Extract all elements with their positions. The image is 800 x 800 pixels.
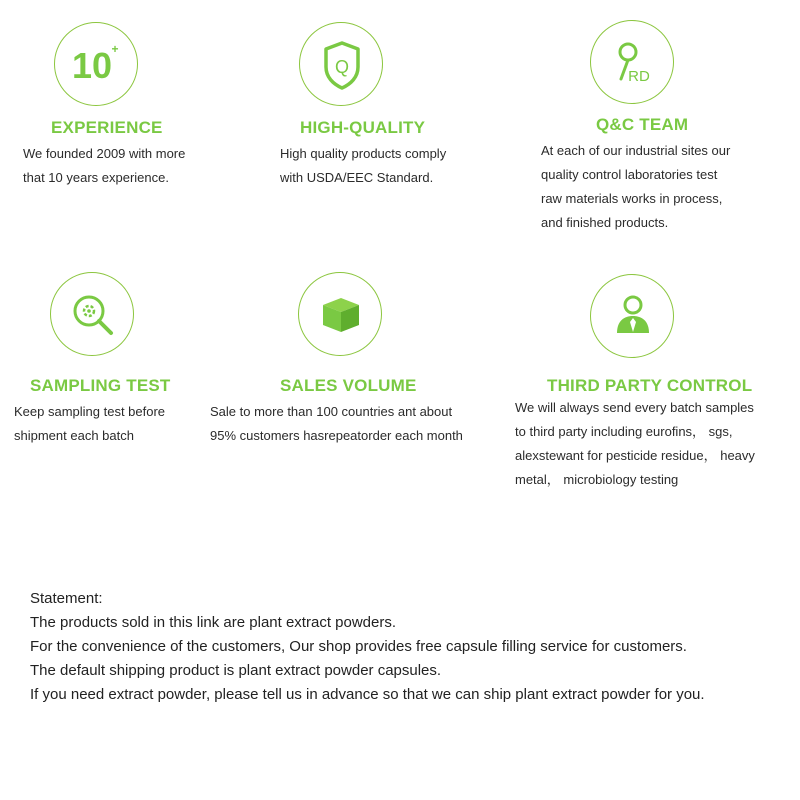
description-line: High quality products comply bbox=[280, 146, 447, 161]
statement-line: If you need extract powder, please tell us in advance so that we can ship plant extract powder for you. bbox=[30, 686, 705, 703]
svg-text:10: 10 bbox=[71, 45, 113, 86]
feature-description bbox=[14, 400, 165, 448]
description-line: Keep sampling test before bbox=[14, 404, 166, 419]
svg-text:+: + bbox=[111, 42, 119, 56]
description-line: Sale to more than 100 countries ant about bbox=[210, 404, 453, 419]
description-line: We will always send every batch samples bbox=[515, 400, 754, 415]
description-line: to third party including eurofins， sgs, bbox=[515, 424, 733, 439]
feature-title: THIRD PARTY CONTROL bbox=[547, 376, 753, 395]
description-line: that 10 years experience. bbox=[23, 170, 169, 185]
feature-description bbox=[541, 139, 730, 235]
description-line: with USDA/EEC Standard. bbox=[280, 170, 434, 185]
description-line: alexstewant for pesticide residue， heavy bbox=[515, 448, 755, 463]
statement-line: The default shipping product is plant extract powder capsules. bbox=[30, 662, 442, 679]
statement-line: For the convenience of the customers, Our shop provides free capsule filling service for customers. bbox=[30, 638, 687, 655]
statement-heading: Statement: bbox=[30, 590, 103, 607]
description-line: and finished products. bbox=[541, 215, 669, 230]
feature-title: HIGH-QUALITY bbox=[300, 118, 426, 137]
feature-description bbox=[515, 396, 755, 492]
description-line: raw materials works in process, bbox=[541, 191, 723, 206]
shield-q-icon bbox=[299, 22, 383, 106]
description-line: We founded 2009 with more bbox=[23, 146, 186, 161]
feature-title: SAMPLING TEST bbox=[30, 376, 171, 395]
feature-title: Q&C TEAM bbox=[596, 115, 689, 134]
feature-title: SALES VOLUME bbox=[280, 376, 417, 395]
person-tie-icon bbox=[590, 274, 674, 358]
svg-text:Q: Q bbox=[334, 57, 350, 77]
statement-block bbox=[30, 587, 705, 707]
description-line: At each of our industrial sites our bbox=[541, 143, 731, 158]
feature-description bbox=[210, 400, 463, 448]
statement-line: The products sold in this link are plant extract powders. bbox=[30, 614, 397, 631]
rd-team-icon bbox=[590, 20, 674, 104]
ten-plus-years-icon bbox=[54, 22, 138, 106]
magnifier-gear-icon bbox=[50, 272, 134, 356]
box-icon bbox=[298, 272, 382, 356]
feature-description bbox=[23, 142, 185, 190]
feature-description bbox=[280, 142, 446, 190]
description-line: metal， microbiology testing bbox=[515, 472, 679, 487]
feature-title: EXPERIENCE bbox=[51, 118, 163, 137]
description-line: shipment each batch bbox=[14, 428, 134, 443]
description-line: quality control laboratories test bbox=[541, 167, 718, 182]
description-line: 95% customers hasrepeatorder each month bbox=[210, 428, 463, 443]
svg-text:RD: RD bbox=[628, 68, 650, 85]
